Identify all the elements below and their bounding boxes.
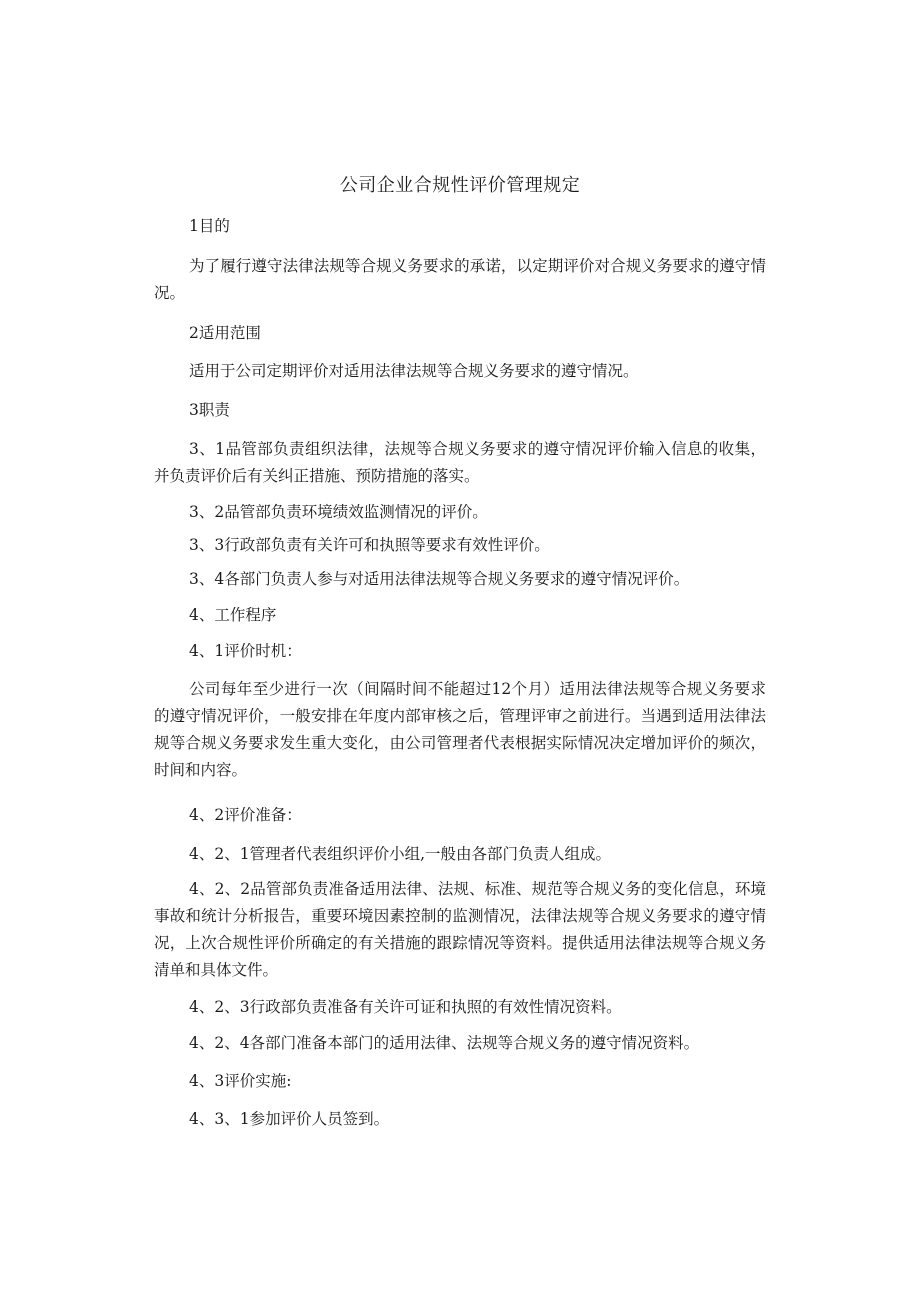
section-heading-purpose: 1目的 bbox=[189, 217, 230, 235]
paragraph-scope: 适用于公司定期评价对适用法律法规等合规义务要求的遵守情况。 bbox=[189, 362, 639, 380]
paragraph-timing: 公司每年至少进行一次（间隔时间不能超过12个月）适用法律法规等合规义务要求的遵守情况评价，一般安排在年度内部审核之后，管理评审之前进行。当遇到适用法律法规等合规义务要求发生重大变化，由公司管理者代表根据实际情况决定增加评价的频次，时间和内容。 bbox=[154, 680, 766, 779]
paragraph-prep-4-2-4: 4、2、4各部门准备本部门的适用法律、法规等合规义务的遵守情况资料。 bbox=[189, 1034, 700, 1052]
section-heading-duties: 3职责 bbox=[189, 401, 230, 419]
paragraph-prep-4-2-2: 4、2、2品管部负责准备适用法律、法规、标准、规范等合规义务的变化信息，环境事故和统计分析报告，重要环境因素控制的监测情况，法律法规等合规义务要求的遵守情况，上次合规性评价所确定的有关措施的跟踪情况等资料。提供适用法律法规等合规义务清单和具体文件。 bbox=[154, 880, 766, 979]
paragraph-duty-3-2: 3、2品管部负责环境绩效监测情况的评价。 bbox=[189, 503, 488, 521]
document-title: 公司企业合规性评价管理规定 bbox=[339, 175, 581, 196]
section-heading-scope: 2适用范围 bbox=[189, 324, 261, 342]
paragraph-duty-3-4: 3、4各部门负责人参与对适用法律法规等合规义务要求的遵守情况评价。 bbox=[189, 570, 690, 588]
subsection-heading-implementation: 4、3评价实施: bbox=[189, 1072, 292, 1090]
paragraph-purpose: 为了履行遵守法律法规等合规义务要求的承诺，以定期评价对合规义务要求的遵守情况。 bbox=[154, 257, 766, 302]
subsection-heading-preparation: 4、2评价准备： bbox=[189, 806, 302, 824]
subsection-heading-timing: 4、1评价时机： bbox=[189, 642, 302, 660]
paragraph-duty-3-1: 3、1品管部负责组织法律，法规等合规义务要求的遵守情况评价输入信息的收集，并负责评价后有关纠正措施、预防措施的落实。 bbox=[154, 440, 766, 485]
paragraph-duty-3-3: 3、3行政部负责有关许可和执照等要求有效性评价。 bbox=[189, 536, 550, 554]
paragraph-impl-4-3-1: 4、3、1参加评价人员签到。 bbox=[189, 1110, 390, 1128]
section-heading-procedure: 4、工作程序 bbox=[189, 606, 277, 624]
paragraph-prep-4-2-1: 4、2、1管理者代表组织评价小组,一般由各部门负责人组成。 bbox=[189, 845, 612, 863]
paragraph-prep-4-2-3: 4、2、3行政部负责准备有关许可证和执照的有效性情况资料。 bbox=[189, 998, 622, 1016]
